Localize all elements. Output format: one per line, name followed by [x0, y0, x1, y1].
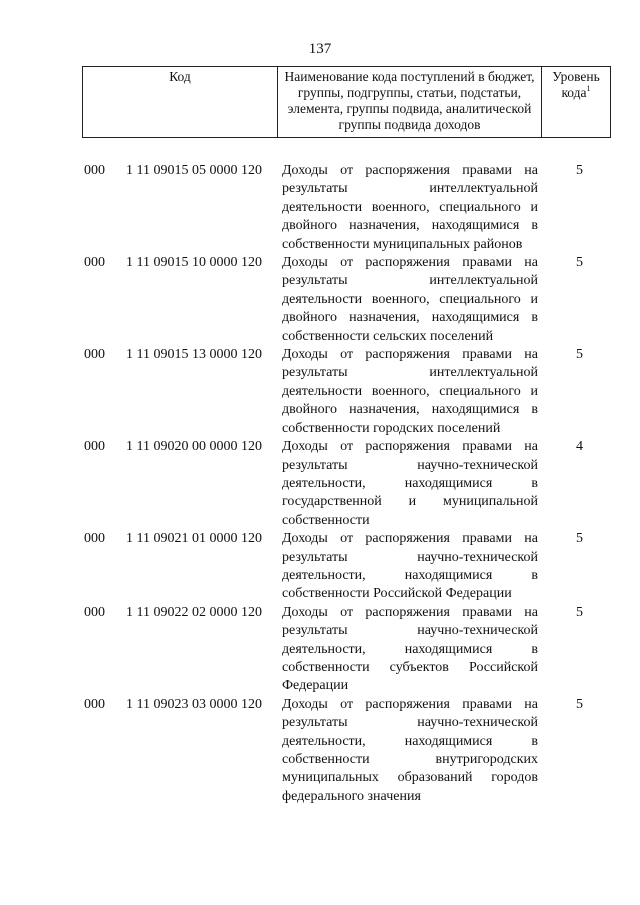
table-row [84, 346, 609, 438]
row-level: 5 [576, 696, 583, 712]
row-name: Доходы от распоряжения правами на результаты научно-технической деятельности, находящимися в собственности субъектов Российской Федерации [282, 604, 538, 694]
table-header [82, 66, 611, 138]
header-level-footnote: 1 [586, 84, 591, 93]
row-level: 5 [576, 347, 583, 363]
row-code: 1 11 09023 03 0000 120 [126, 696, 262, 712]
header-level-label: Уровень кода [552, 69, 600, 100]
header-level [542, 67, 610, 137]
row-code: 1 11 09015 13 0000 120 [126, 347, 262, 363]
row-admin-code: 000 [84, 531, 105, 547]
row-name: Доходы от распоряжения правами на результаты интеллектуальной деятельности военного, специального и двойного назначения, находящимися в собственности городских поселений [282, 347, 538, 436]
table-body [84, 162, 609, 806]
table-row [84, 438, 609, 530]
row-level: 5 [576, 255, 583, 271]
row-name: Доходы от распоряжения правами на результаты интеллектуальной деятельности военного, специального и двойного назначения, находящимися в собственности муниципальных районов [282, 163, 538, 252]
row-code: 1 11 09022 02 0000 120 [126, 604, 262, 620]
header-code: Код [83, 67, 278, 137]
row-level: 5 [576, 163, 583, 178]
row-code: 1 11 09021 01 0000 120 [126, 531, 262, 547]
row-code: 1 11 09015 05 0000 120 [126, 163, 262, 178]
row-admin-code: 000 [84, 604, 105, 620]
row-admin-code: 000 [84, 347, 105, 363]
table-row [84, 604, 609, 696]
row-name: Доходы от распоряжения правами на результаты научно-технической деятельности, находящимися в собственности внутригородских муниципальных образований городов федерального значения [282, 696, 538, 804]
row-admin-code: 000 [84, 696, 105, 712]
row-admin-code: 000 [84, 255, 105, 271]
row-name: Доходы от распоряжения правами на результаты научно-технической деятельности, находящимися в собственности Российской Федерации [282, 531, 538, 602]
row-name: Доходы от распоряжения правами на результаты научно-технической деятельности, находящимися в государственной и муниципальной собственности [282, 439, 538, 528]
row-admin-code: 000 [84, 163, 105, 178]
row-name: Доходы от распоряжения правами на результаты интеллектуальной деятельности военного, специального и двойного назначения, находящимися в собственности сельских поселений [282, 255, 538, 344]
row-level: 4 [576, 439, 583, 455]
row-code: 1 11 09020 00 0000 120 [126, 439, 262, 455]
table-row [84, 696, 609, 806]
table-row [84, 254, 609, 346]
table-row [84, 162, 609, 254]
row-level: 5 [576, 531, 583, 547]
row-admin-code: 000 [84, 439, 105, 455]
table-row [84, 530, 609, 604]
row-level: 5 [576, 604, 583, 620]
row-code: 1 11 09015 10 0000 120 [126, 255, 262, 271]
page-number: 137 [308, 41, 332, 57]
header-name: Наименование кода поступлений в бюджет, группы, подгруппы, статьи, подстатьи, элемента, группы подвида, аналитической группы подвида доходов [278, 67, 542, 137]
